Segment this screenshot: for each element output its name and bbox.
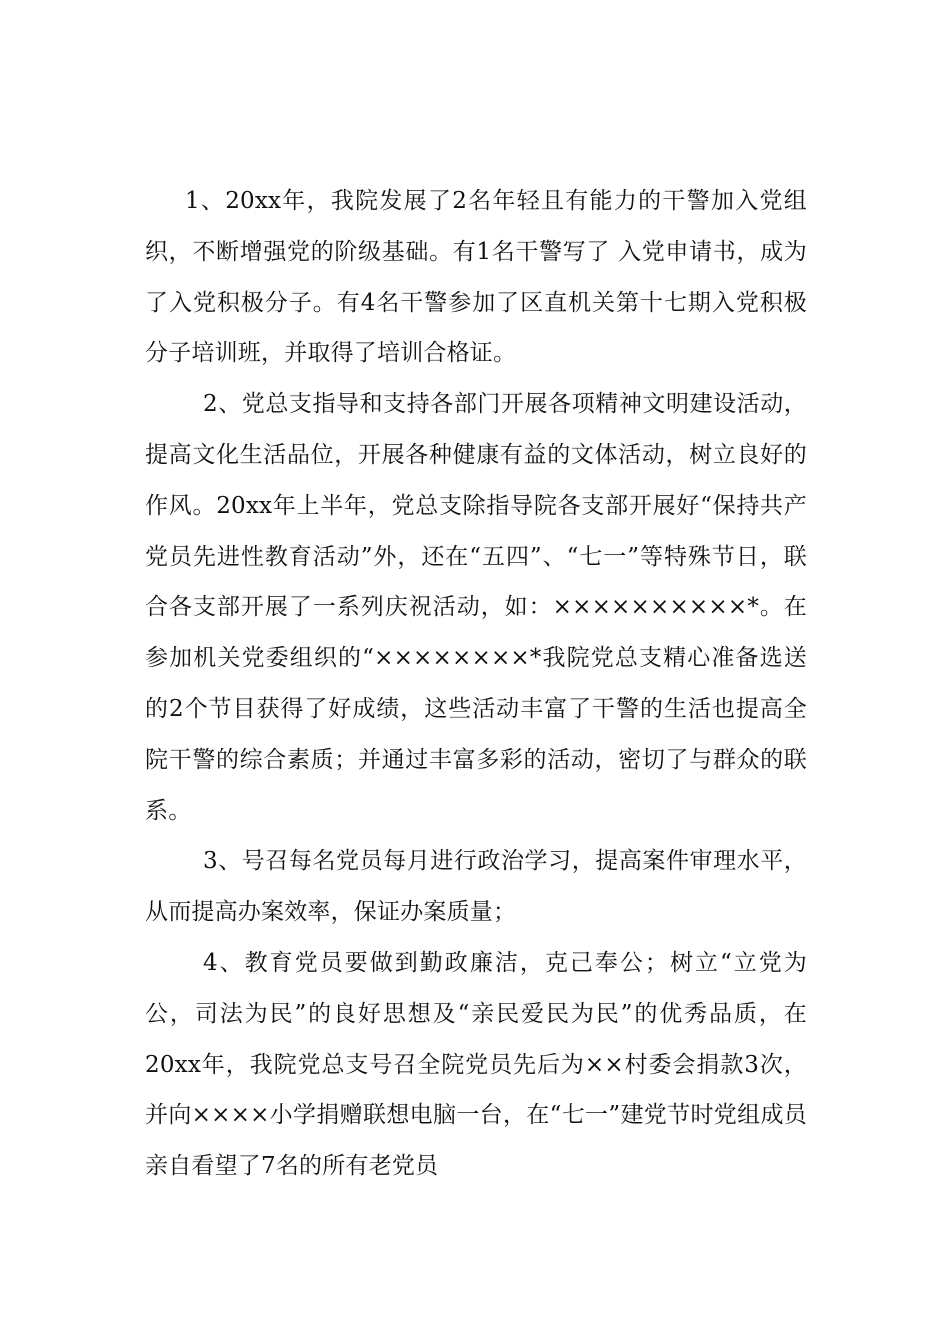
document-body bbox=[145, 176, 807, 1192]
paragraph-1: 1、20xx年，我院发展了2名年轻且有能力的干警加入党组织，不断增强党的阶级基础。有1名干警写了 入党申请书，成为了入党积极分子。有4名干警参加了区直机关第十七期入党积极分子培训班，并取得了培训合格证。 bbox=[145, 188, 807, 367]
paragraph-2: 2、党总支指导和支持各部门开展各项精神文明建设活动，提高文化生活品位，开展各种健康有益的文体活动，树立良好的作风。20xx年上半年，党总支除指导院各支部开展好“保持共产党员先进性教育活动”外，还在“五四”、“七一”等特殊节日，联合各支部开展了一系列庆祝活动，如：××××××××××*。在参加机关党委组织的“××××××××*我院党总支精心准备选送的2个节目获得了好成绩，这些活动丰富了干警的生活也提高全院干警的综合素质；并通过丰富多彩的活动，密切了与群众的联系。 bbox=[145, 391, 807, 824]
paragraph-4: 4、教育党员要做到勤政廉洁，克己奉公；树立“立党为公，司法为民”的良好思想及“亲民爱民为民”的优秀品质，在20xx年，我院党总支号召全院党员先后为××村委会捐款3次，并向××××小学捐赠联想电脑一台，在“七一”建党节时党组成员亲自看望了7名的所有老党员 bbox=[145, 949, 807, 1180]
paragraph-3: 3、号召每名党员每月进行政治学习，提高案件审理水平，从而提高办案效率，保证办案质量； bbox=[145, 848, 807, 926]
